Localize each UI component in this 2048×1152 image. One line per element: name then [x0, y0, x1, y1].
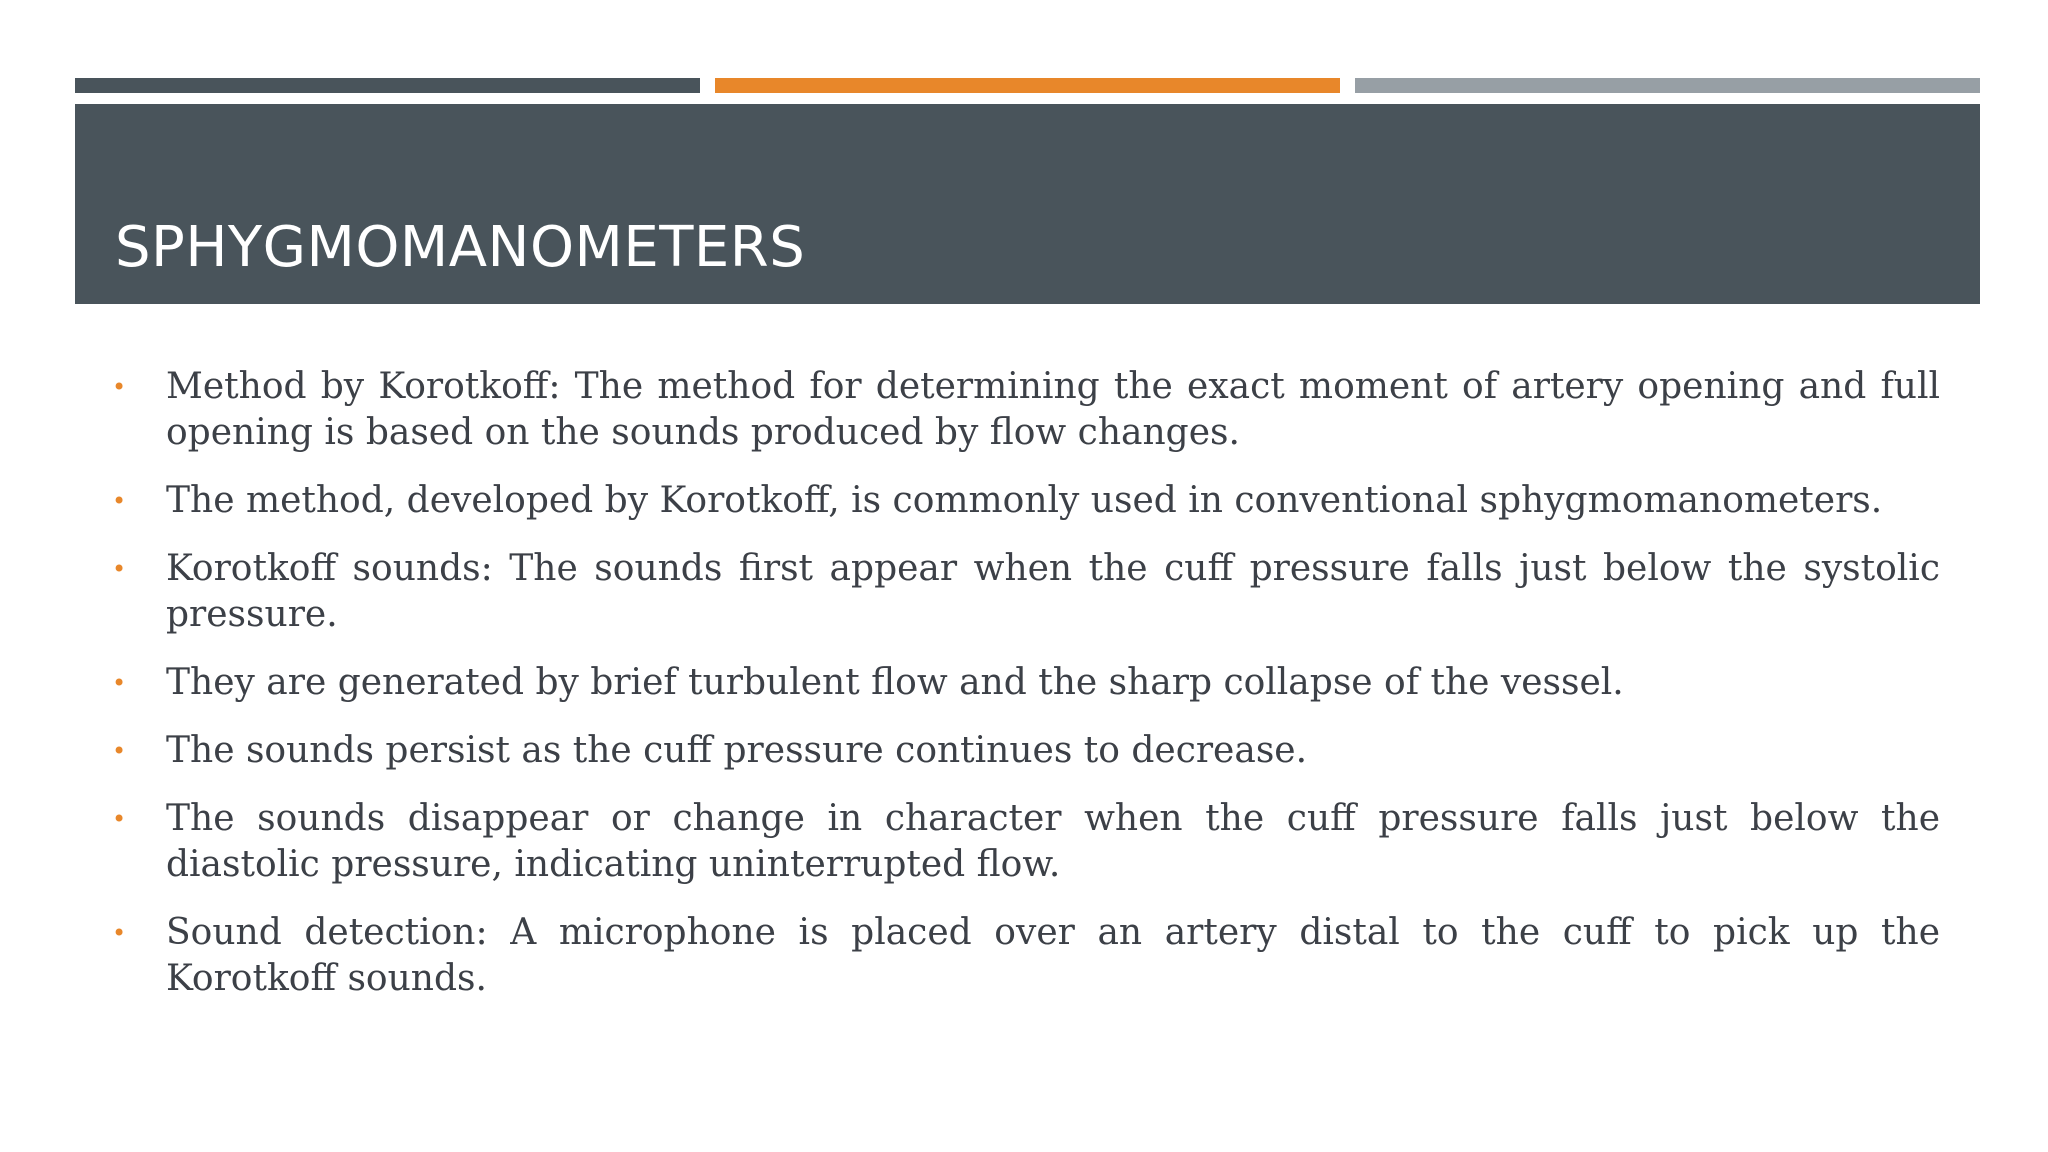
bullet-item: [112, 910, 1940, 1002]
bullet-text: Sound detection: A microphone is placed over an artery distal to the cuff to pick up the Korotkoff sounds.: [166, 912, 1940, 999]
bullet-dot-icon: •: [112, 669, 127, 697]
title-band: [75, 104, 1980, 304]
bullet-list: [112, 364, 1940, 1024]
bullet-item: [112, 660, 1940, 706]
bullet-item: [112, 796, 1940, 888]
bullet-text: The method, developed by Korotkoff, is commonly used in conventional sphygmomanometers.: [166, 480, 1883, 521]
accent-bar-orange: [715, 78, 1340, 93]
accent-bar-dark: [75, 78, 700, 93]
slide-title: SPHYGMOMANOMETERS: [115, 215, 806, 280]
bullet-text: The sounds disappear or change in character when the cuff pressure falls just below the diastolic pressure, indicating uninterrupted flow.: [166, 798, 1940, 885]
bullet-item: [112, 478, 1940, 524]
bullet-text: Korotkoff sounds: The sounds first appear when the cuff pressure falls just below the systolic pressure.: [166, 548, 1940, 635]
bullet-dot-icon: •: [112, 737, 127, 765]
bullet-item: [112, 546, 1940, 638]
bullet-dot-icon: •: [112, 487, 127, 515]
bullet-dot-icon: •: [112, 919, 127, 947]
bullet-dot-icon: •: [112, 555, 127, 583]
bullet-dot-icon: •: [112, 805, 127, 833]
bullet-text: The sounds persist as the cuff pressure continues to decrease.: [166, 730, 1308, 771]
bullet-text: They are generated by brief turbulent flow and the sharp collapse of the vessel.: [166, 662, 1624, 703]
bullet-text: Method by Korotkoff: The method for determining the exact moment of artery opening and full opening is based on the sounds produced by flow changes.: [166, 366, 1940, 453]
accent-bar-gray: [1355, 78, 1980, 93]
bullet-dot-icon: •: [112, 373, 127, 401]
bullet-item: [112, 728, 1940, 774]
bullet-item: [112, 364, 1940, 456]
